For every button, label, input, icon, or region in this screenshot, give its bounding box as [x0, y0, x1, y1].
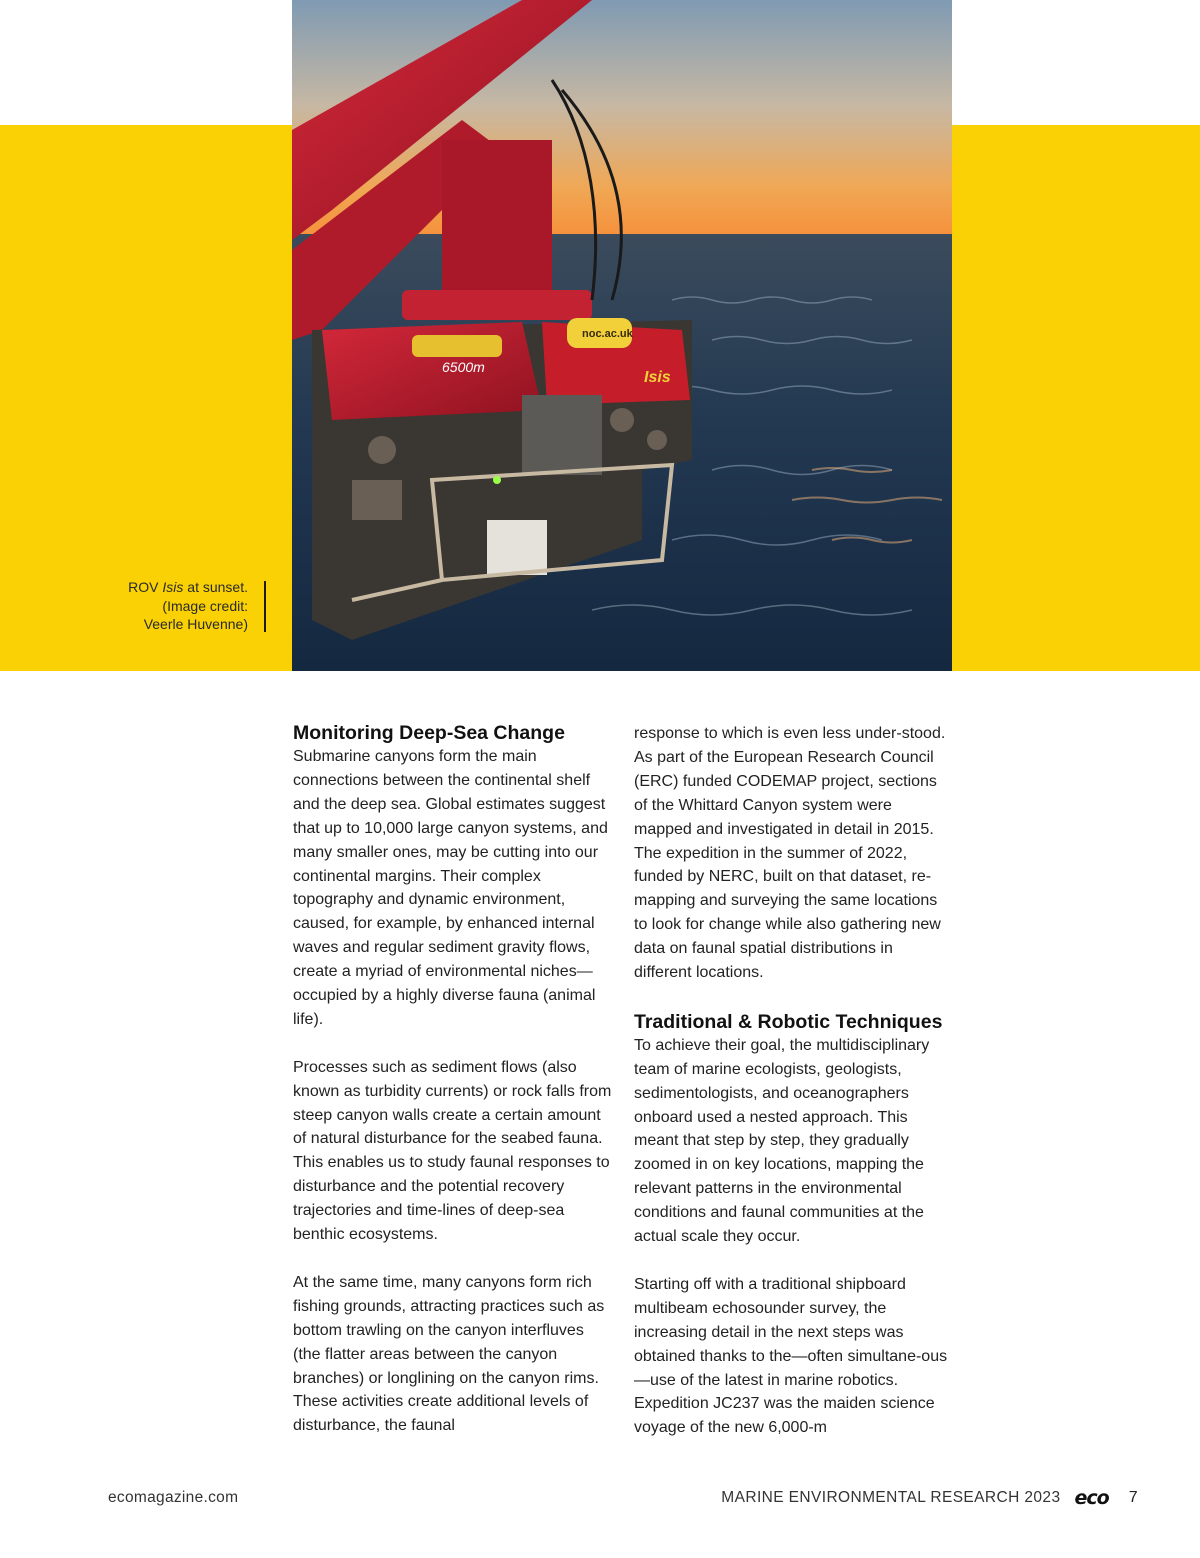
crane-ring: [402, 290, 592, 320]
rov-green-light: [493, 476, 501, 484]
paragraph-fishing: At the same time, many canyons form rich fishing grounds, attracting practices such as bottom trawling on the canyon interfluves (the flatter areas between the canyon branches) or longlining on the canyon rims. These activities create additional levels of disturbance, the faunal: [293, 1273, 605, 1435]
footer-issue-info: [721, 1487, 1138, 1509]
rov-site-label: noc.ac.uk: [582, 328, 633, 340]
rov-brand-label: Isis: [644, 369, 671, 386]
rov-isis-photo: [292, 0, 952, 671]
photo-caption: [80, 578, 248, 634]
footer-website[interactable]: ecomagazine.com: [108, 1489, 239, 1506]
rov-grey-panel: [522, 395, 602, 475]
paragraph-canyons-intro: Submarine canyons form the main connections between the continental shelf and the deep sea. Global estimates suggest that up to 10,000 large canyon systems, and many smaller ones, may be cutting into our continental margins. Their complex topography and dynamic environment, caused, for example, by enhanced internal waves and regular sediment gravity flows, create a myriad of environmental niches—occupied by a highly diverse fauna (animal life).: [293, 748, 608, 1028]
article-column-left: [293, 720, 613, 1462]
caption-rule: [264, 581, 266, 632]
rov-depth-label: 6500m: [442, 359, 485, 375]
rov-yellow-float-left: [412, 335, 502, 357]
paragraph-codemap: response to which is even less under-stood. As part of the European Research Council (ERC) funded CODEMAP project, sections of the Whittard Canyon system were mapped and investigated in detail in 2015. The expedition in the summer of 2022, funded by NERC, built on that dataset, re-mapping and surveying the same locations to look for change while also gathering new data on faunal spatial distributions in different locations.: [634, 725, 946, 982]
caption-credit-line2: Veerle Huvenne): [143, 616, 248, 632]
article-column-right: [634, 722, 954, 1464]
page-number: 7: [1128, 1489, 1138, 1506]
paragraph-nested-approach: To achieve their goal, the multidisciplinary team of marine ecologists, geologists, sedimentologists, and oceanographers onboard used a nested approach. This meant that step by step, they gradually zoomed in on key locations, mapping the relevant patterns in the environmental conditions and faunal communities at the actual scale they occur.: [634, 1036, 930, 1246]
caption-vehicle-name: Isis: [162, 579, 184, 595]
section-heading-monitoring: Monitoring Deep-Sea Change: [293, 722, 565, 744]
eco-logo: eco: [1074, 1487, 1109, 1509]
rov-isis-illustration: [292, 0, 952, 671]
rov-white-box: [487, 520, 547, 575]
section-heading-techniques: Traditional & Robotic Techniques: [634, 1010, 943, 1033]
paragraph-robotics: Starting off with a traditional shipboard multibeam echosounder survey, the increasing detail in the next steps was obtained thanks to the—often simultane-ous—use of the latest in marine robotics. Expedition JC237 was the maiden science voyage of the new 6,000-m: [634, 1275, 948, 1437]
caption-credit-line1: (Image credit:: [162, 597, 248, 614]
paragraph-disturbance: Processes such as sediment flows (also known as turbidity currents) or rock falls from steep canyon walls create a certain amount of natural disturbance for the seabed fauna. This enables us to study faunal responses to disturbance and the potential recovery trajectories and time-lines of deep-sea benthic ecosystems.: [293, 1058, 612, 1244]
footer-issue-title: MARINE ENVIRONMENTAL RESEARCH 2023: [721, 1489, 1061, 1506]
caption-prefix: ROV: [128, 579, 163, 595]
caption-suffix: at sunset.: [183, 579, 248, 595]
crane-column: [442, 140, 552, 310]
